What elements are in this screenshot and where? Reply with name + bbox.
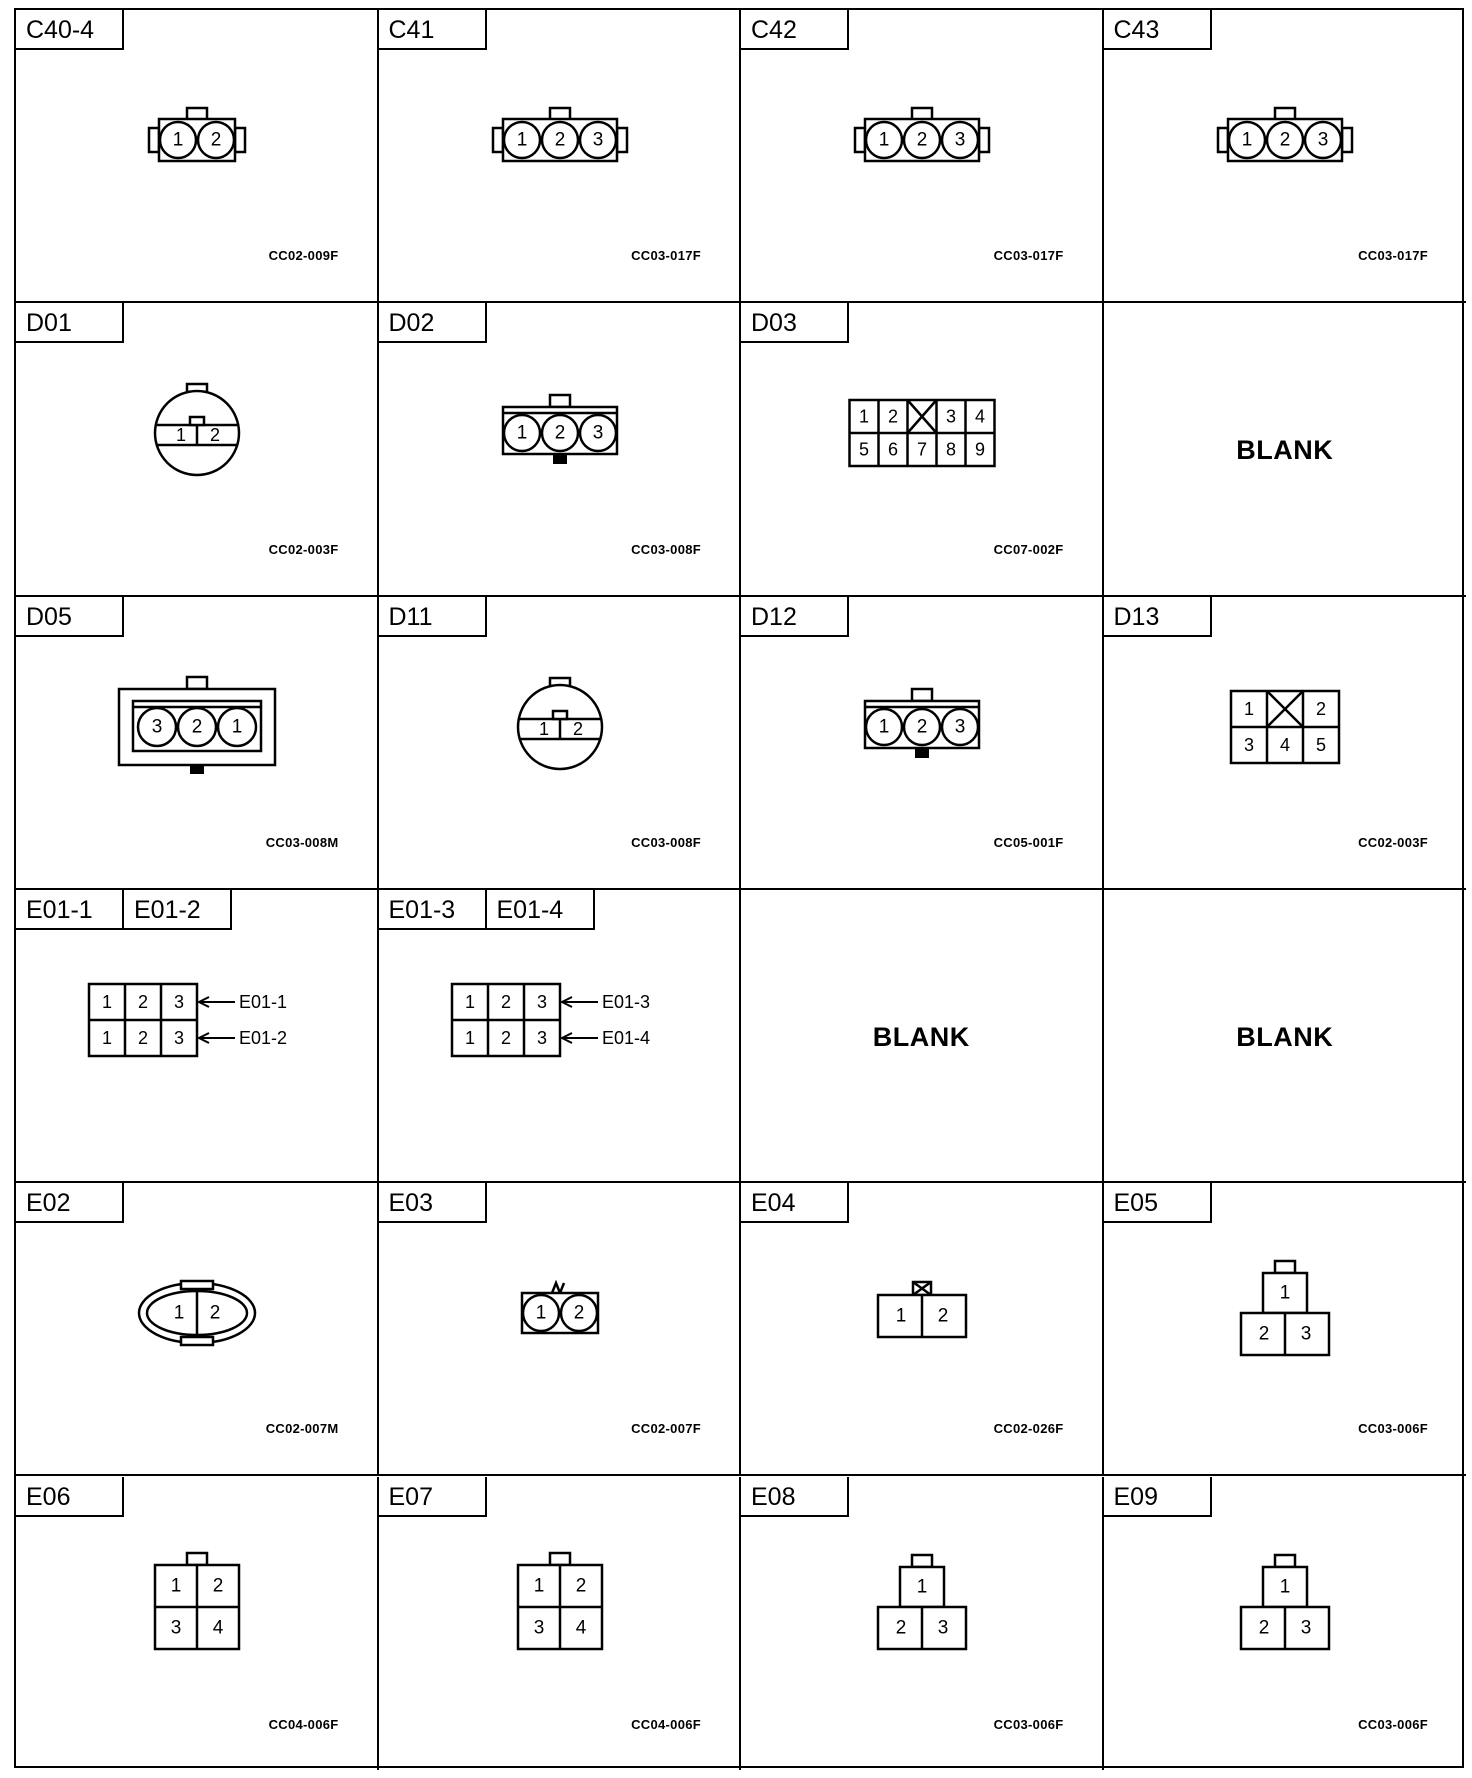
pin-number: 3 (533, 1617, 544, 1638)
connector-part-code: CC02-003F (1358, 834, 1428, 850)
connector-id-label: E07 (379, 1477, 487, 1517)
pin-number: 5 (858, 439, 870, 460)
pin-number: 3 (536, 991, 547, 1012)
blank-label: BLANK (1236, 435, 1334, 466)
pin-number: 3 (1317, 129, 1328, 151)
arrow-label: E01-1 (239, 991, 288, 1012)
connector-part-code: CC04-006F (268, 1716, 339, 1732)
pin-number: 2 (887, 406, 899, 427)
pin-number: 2 (554, 422, 565, 444)
pin-number: 3 (536, 1027, 547, 1048)
pin-number: 1 (170, 1575, 182, 1596)
pin-number: 3 (1300, 1617, 1311, 1638)
connector-cell (1104, 890, 1467, 1183)
connector-cell (16, 1477, 379, 1770)
pin-number: 3 (1243, 734, 1254, 755)
pin-number: 8 (945, 439, 957, 460)
polarity-key (553, 454, 567, 464)
pin-number: 2 (573, 1302, 584, 1324)
pin-number: 3 (173, 991, 185, 1012)
side-tab (493, 128, 503, 152)
connector-cell (1104, 597, 1467, 890)
connector-id-label: E01-1 (16, 890, 124, 930)
connector-cell (16, 10, 379, 303)
connector-id-label: E06 (16, 1477, 124, 1517)
pin-number: 7 (916, 439, 928, 460)
connector-part-code: CC03-017F (1358, 248, 1428, 264)
pin-number: 9 (974, 439, 986, 460)
connector-part-code: CC04-006F (631, 1716, 701, 1732)
connector-part-code: CC02-003F (268, 541, 339, 557)
pin-number: 1 (464, 991, 475, 1012)
pin-number: 4 (974, 406, 986, 427)
pin-number: 1 (101, 991, 113, 1012)
connector-id-label: E05 (1104, 1183, 1212, 1223)
pin-number: 1 (895, 1305, 907, 1327)
connector-id-label: D12 (741, 597, 849, 637)
connector-id-label: E01-4 (487, 890, 595, 930)
connector-part-code: CC03-008M (265, 834, 339, 850)
pin-number: 2 (209, 425, 221, 446)
latch-tab (550, 395, 570, 407)
pin-number: 1 (878, 129, 890, 151)
latch-tab (1275, 1261, 1295, 1273)
blank-label: BLANK (872, 1021, 970, 1052)
pin-number: 1 (1241, 129, 1252, 151)
connector-part-code: CC02-026F (993, 1421, 1064, 1437)
connector-cell (1104, 1183, 1467, 1476)
connector-id-label: D02 (379, 303, 487, 343)
connector-cell (741, 10, 1104, 303)
connector-cell (1104, 1477, 1467, 1770)
connector-cell (1104, 303, 1467, 596)
latch-tab (181, 1337, 213, 1345)
pin-number: 2 (572, 718, 583, 739)
connector-cell (741, 1477, 1104, 1770)
pin-number: 5 (1315, 734, 1326, 755)
pin-number: 1 (101, 1027, 113, 1048)
connector-part-code: CC03-006F (1358, 1716, 1428, 1732)
pin-number: 2 (500, 991, 511, 1012)
key (190, 417, 204, 425)
side-tab (1218, 128, 1228, 152)
latch-tab (181, 1281, 213, 1289)
connector-diagram (16, 890, 378, 1183)
polarity-key (915, 748, 929, 758)
pin-number: 3 (954, 129, 966, 151)
connector-cell (379, 1477, 742, 1770)
connector-cell (741, 303, 1104, 596)
pin-number: 2 (916, 716, 928, 738)
pin-number: 3 (170, 1617, 182, 1638)
connector-part-code: CC02-007F (631, 1421, 701, 1437)
pin-number: 3 (937, 1617, 949, 1638)
connector-id-label: D03 (741, 303, 849, 343)
pin-number: 3 (173, 1027, 185, 1048)
pin-number: 2 (191, 716, 203, 738)
latch-tab (550, 1553, 570, 1565)
latch-tab (912, 689, 932, 701)
pin-number: 2 (212, 1575, 224, 1596)
connector-cell (379, 10, 742, 303)
connector-id-label: E04 (741, 1183, 849, 1223)
connector-cell (379, 303, 742, 596)
connector-cell (741, 597, 1104, 890)
connector-id-label: E09 (1104, 1477, 1212, 1517)
pin-number: 1 (516, 422, 527, 444)
connector-cell (1104, 10, 1467, 303)
pin-number: 2 (937, 1305, 949, 1327)
connector-part-code: CC03-006F (993, 1716, 1064, 1732)
pin-number: 2 (1279, 129, 1290, 151)
connector-id-label: E03 (379, 1183, 487, 1223)
pin-number: 1 (916, 1576, 928, 1597)
connector-part-code: CC03-006F (1358, 1421, 1428, 1437)
pin-number: 1 (1279, 1576, 1290, 1597)
connector-part-code: CC03-017F (993, 248, 1064, 264)
connector-id-label: D13 (1104, 597, 1212, 637)
connector-cell (379, 597, 742, 890)
pin-number: 2 (1258, 1323, 1269, 1345)
pin-number: 1 (535, 1302, 546, 1324)
polarity-key (190, 765, 204, 774)
connector-id-label: C42 (741, 10, 849, 50)
connector-cell (16, 1183, 379, 1476)
arrow-label: E01-3 (601, 991, 650, 1012)
side-tab (235, 128, 245, 152)
connector-id-label: D05 (16, 597, 124, 637)
connector-id-label: D01 (16, 303, 124, 343)
blank-label: BLANK (1236, 1021, 1334, 1052)
connector-id-label: D11 (379, 597, 487, 637)
pin-number: 1 (175, 425, 187, 446)
connector-cell (379, 1183, 742, 1476)
pin-number: 4 (1279, 734, 1290, 755)
pin-number: 1 (1279, 1282, 1290, 1304)
connector-id-label: E08 (741, 1477, 849, 1517)
connector-part-code: CC07-002F (993, 541, 1064, 557)
pin-number: 2 (137, 1027, 149, 1048)
pin-number: 2 (500, 1027, 511, 1048)
connector-sheet (14, 8, 1464, 1768)
pin-number: 4 (575, 1617, 586, 1638)
pin-number: 2 (210, 129, 222, 151)
connector-cell (16, 303, 379, 596)
pin-number: 1 (1243, 698, 1254, 719)
side-tab (149, 128, 159, 152)
connector-part-code: CC03-008F (631, 834, 701, 850)
pin-number: 1 (173, 1302, 185, 1324)
connector-diagram (379, 890, 741, 1183)
connector-part-code: CC05-001F (993, 834, 1064, 850)
connector-cell (16, 597, 379, 890)
pin-number: 2 (554, 129, 565, 151)
pin-number: 1 (464, 1027, 475, 1048)
connector-id-label: C43 (1104, 10, 1212, 50)
pin-number: 2 (916, 129, 928, 151)
pin-number: 3 (945, 406, 957, 427)
pin-number: 2 (575, 1575, 586, 1596)
pin-number: 3 (592, 422, 603, 444)
side-tab (617, 128, 627, 152)
pin-number: 2 (895, 1617, 907, 1638)
pin-number: 3 (592, 129, 603, 151)
connector-id-label: C41 (379, 10, 487, 50)
connector-part-code: CC03-008F (631, 541, 701, 557)
pin-number: 1 (231, 716, 243, 738)
key (553, 711, 567, 719)
pin-number: 1 (858, 406, 870, 427)
connector-part-code: CC02-007M (265, 1421, 339, 1437)
pin-number: 1 (538, 718, 549, 739)
pin-number: 3 (954, 716, 966, 738)
pin-number: 6 (887, 439, 899, 460)
latch-spring (552, 1283, 564, 1293)
side-tab (979, 128, 989, 152)
latch-tab (912, 1555, 932, 1567)
pin-number: 4 (212, 1617, 224, 1638)
connector-cell (379, 890, 742, 1183)
side-tab (855, 128, 865, 152)
latch-tab (187, 677, 207, 689)
pin-number: 1 (516, 129, 527, 151)
connector-cell (741, 890, 1104, 1183)
pin-number: 1 (172, 129, 184, 151)
pin-number: 2 (209, 1302, 221, 1324)
arrow-label: E01-4 (601, 1027, 650, 1048)
pin-number: 2 (1258, 1617, 1269, 1638)
pin-number: 3 (151, 716, 163, 738)
pin-number: 3 (1300, 1323, 1311, 1345)
latch-tab (187, 1553, 207, 1565)
connector-id-label: C40-4 (16, 10, 124, 50)
side-tab (1342, 128, 1352, 152)
connector-id-label: E02 (16, 1183, 124, 1223)
arrow-label: E01-2 (239, 1027, 288, 1048)
pin-number: 1 (533, 1575, 544, 1596)
connector-part-code: CC02-009F (268, 248, 339, 264)
pin-number: 2 (1315, 698, 1326, 719)
connector-part-code: CC03-017F (631, 248, 701, 264)
pin-number: 2 (137, 991, 149, 1012)
connector-cell (16, 890, 379, 1183)
connector-id-label: E01-2 (124, 890, 232, 930)
latch-tab (1275, 1555, 1295, 1567)
pin-number: 1 (878, 716, 890, 738)
connector-cell (741, 1183, 1104, 1476)
connector-id-label: E01-3 (379, 890, 487, 930)
